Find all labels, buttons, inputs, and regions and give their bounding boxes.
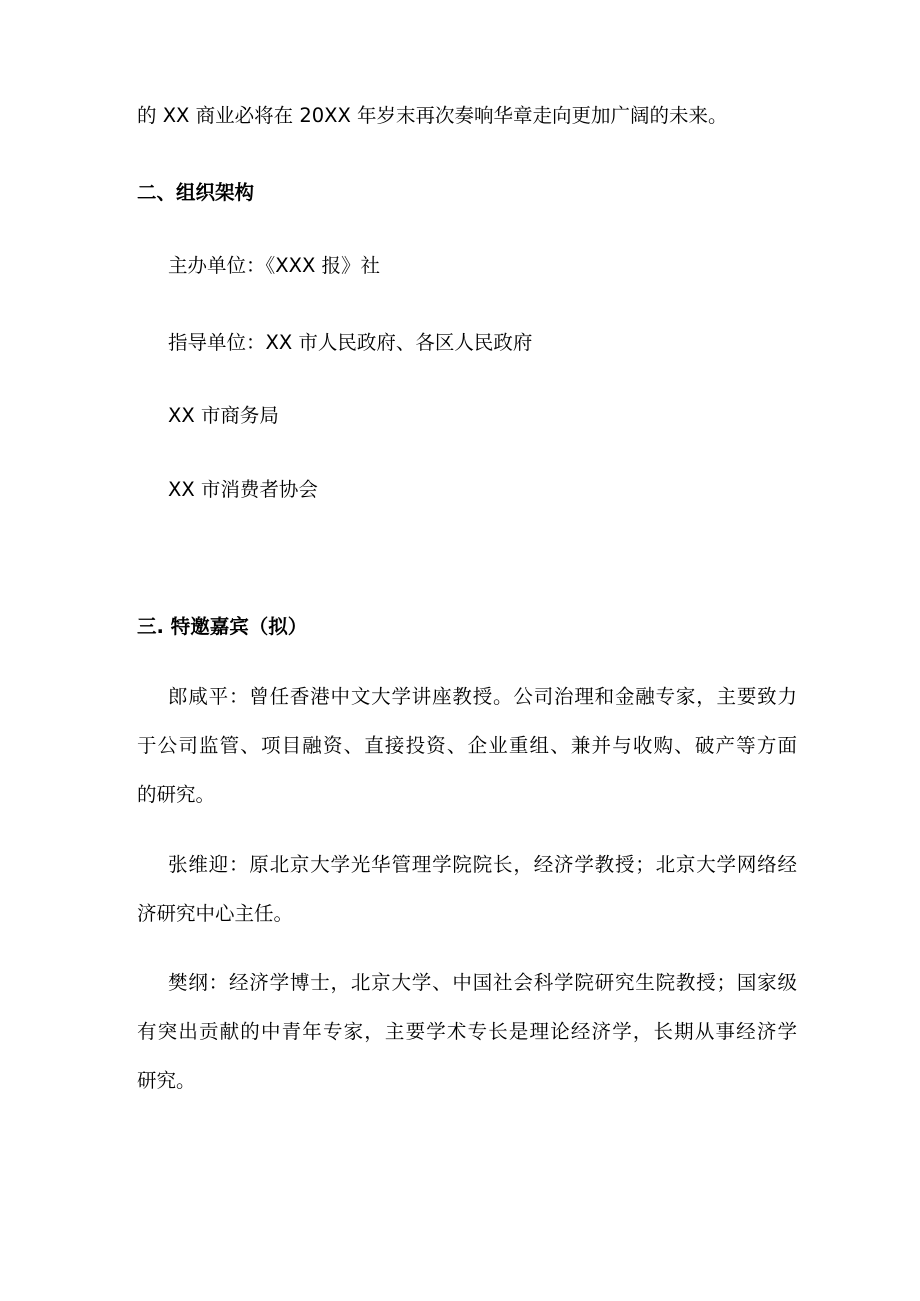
guidance-unit-commerce-bureau: XX 市商务局: [168, 404, 279, 427]
guest-2-line-1: 张维迎：原北京大学光华管理学院院长，经济学教授；北京大学网络经: [168, 853, 797, 876]
guidance-unit-consumer-association: XX 市消费者协会: [168, 478, 318, 501]
guest-1-line-2: 于公司监管、项目融资、直接投资、企业重组、兼并与收购、破产等方面: [137, 734, 797, 757]
guest-1-line-3: 的研究。: [137, 783, 216, 806]
guest-1-line-1: 郎咸平：曾任香港中文大学讲座教授。公司治理和金融专家，主要致力: [168, 685, 797, 708]
guest-3-line-2: 有突出贡献的中青年专家，主要学术专长是理论经济学，长期从事经济学: [137, 1020, 797, 1043]
guest-3-line-3: 研究。: [137, 1069, 196, 1092]
section-heading-organization: 二、组织架构: [137, 181, 255, 204]
guest-3-line-1: 樊纲：经济学博士，北京大学、中国社会科学院研究生院教授；国家级: [168, 971, 797, 994]
guest-2-line-2: 济研究中心主任。: [137, 902, 294, 925]
host-unit-line: 主办单位：《XXX 报》社: [168, 254, 381, 277]
intro-closing-line: 的 XX 商业必将在 20XX 年岁末再次奏响华章走向更加广阔的未来。: [137, 104, 728, 127]
guidance-unit-line: 指导单位：XX 市人民政府、各区人民政府: [168, 331, 533, 354]
section-heading-guests: 三. 特邀嘉宾（拟）: [137, 615, 308, 638]
